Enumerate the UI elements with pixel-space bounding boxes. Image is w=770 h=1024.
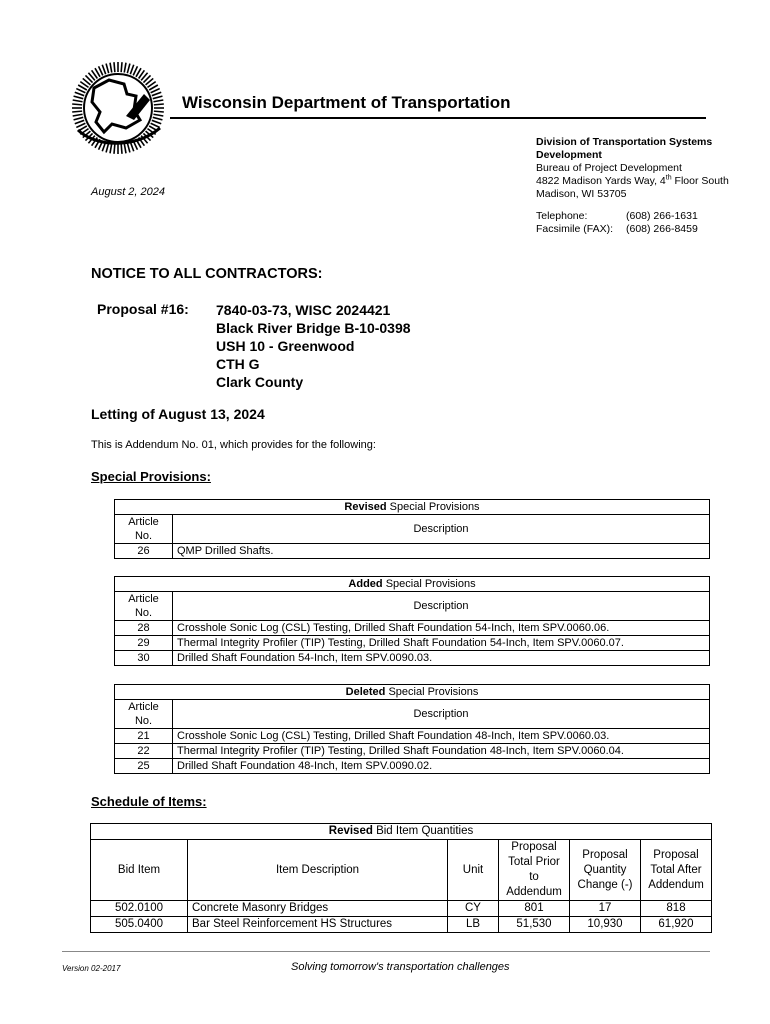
article-header: Article No. (115, 700, 173, 729)
proposal-line: Black River Bridge B-10-0398 (216, 320, 411, 336)
article-header: Article No. (115, 515, 173, 544)
street-address: 4822 Madison Yards Way, 4th Floor South (536, 174, 729, 187)
column-header: Bid Item (91, 840, 188, 901)
proposal-line: Clark County (216, 374, 304, 390)
city-state-zip: Madison, WI 53705 (536, 188, 627, 200)
addendum-intro: This is Addendum No. 01, which provides for the following: (91, 439, 376, 451)
added-special-provisions-table (114, 576, 710, 666)
description-header: Description (173, 592, 710, 621)
revised-special-provisions-table (114, 499, 710, 559)
letter-date: August 2, 2024 (91, 186, 166, 198)
header-rule (170, 117, 706, 119)
notice-heading: NOTICE TO ALL CONTRACTORS: (91, 266, 323, 282)
table-row: 25 Drilled Shaft Foundation 48-Inch, Item SPV.0090.02. (115, 759, 710, 774)
table-row: 30 Drilled Shaft Foundation 54-Inch, Item SPV.0090.03. (115, 651, 710, 666)
table-row: 28 Crosshole Sonic Log (CSL) Testing, Drilled Shaft Foundation 54-Inch, Item SPV.0060.06. (115, 621, 710, 636)
division-name-line2: Development (536, 149, 602, 161)
column-header: Unit (448, 840, 499, 901)
table-row: 29 Thermal Integrity Profiler (TIP) Testing, Drilled Shaft Foundation 54-Inch, Item SPV.0060.07. (115, 636, 710, 651)
schedule-of-items-heading: Schedule of Items: (91, 794, 207, 809)
article-header: Article No. (115, 592, 173, 621)
division-name-line1: Division of Transportation Systems (536, 136, 713, 148)
table-row: 505.0400 Bar Steel Reinforcement HS Structures LB 51,530 10,930 61,920 (91, 917, 712, 933)
proposal-line: CTH G (216, 356, 260, 372)
bid-item-quantities-table (90, 823, 712, 933)
table-title: Deleted Special Provisions (115, 685, 710, 700)
table-row: 21 Crosshole Sonic Log (CSL) Testing, Drilled Shaft Foundation 48-Inch, Item SPV.0060.03. (115, 729, 710, 744)
description-header: Description (173, 515, 710, 544)
column-header: Proposal Total Prior to Addendum (499, 840, 570, 901)
table-title: Revised Special Provisions (115, 500, 710, 515)
column-header: Proposal Quantity Change (-) (570, 840, 641, 901)
version-label: Version 02-2017 (62, 964, 121, 973)
footer-tagline: Solving tomorrow's transportation challenges (291, 961, 510, 973)
special-provisions-heading: Special Provisions: (91, 469, 211, 484)
deleted-special-provisions-table (114, 684, 710, 774)
table-title: Revised Bid Item Quantities (91, 824, 712, 840)
fax-line: Facsimile (FAX): (608) 266-8459 (536, 223, 698, 235)
column-header: Proposal Total After Addendum (641, 840, 712, 901)
column-header: Item Description (188, 840, 448, 901)
footer-rule (62, 951, 710, 952)
division-address-block (536, 136, 761, 236)
table-title: Added Special Provisions (115, 577, 710, 592)
letting-date: Letting of August 13, 2024 (91, 406, 265, 422)
proposal-line: USH 10 - Greenwood (216, 338, 355, 354)
table-row: 502.0100 Concrete Masonry Bridges CY 801 17 818 (91, 901, 712, 917)
table-row: 26 QMP Drilled Shafts. (115, 544, 710, 559)
agency-name: Wisconsin Department of Transportation (182, 93, 511, 112)
telephone-line: Telephone: (608) 266-1631 (536, 210, 698, 222)
proposal-line: 7840-03-73, WISC 2024421 (216, 302, 391, 318)
table-row: 22 Thermal Integrity Profiler (TIP) Testing, Drilled Shaft Foundation 48-Inch, Item SPV.0060.04. (115, 744, 710, 759)
proposal-details (216, 301, 411, 391)
wisdot-logo (64, 58, 172, 158)
proposal-label: Proposal #16: (97, 301, 189, 317)
bureau-name: Bureau of Project Development (536, 162, 682, 174)
description-header: Description (173, 700, 710, 729)
